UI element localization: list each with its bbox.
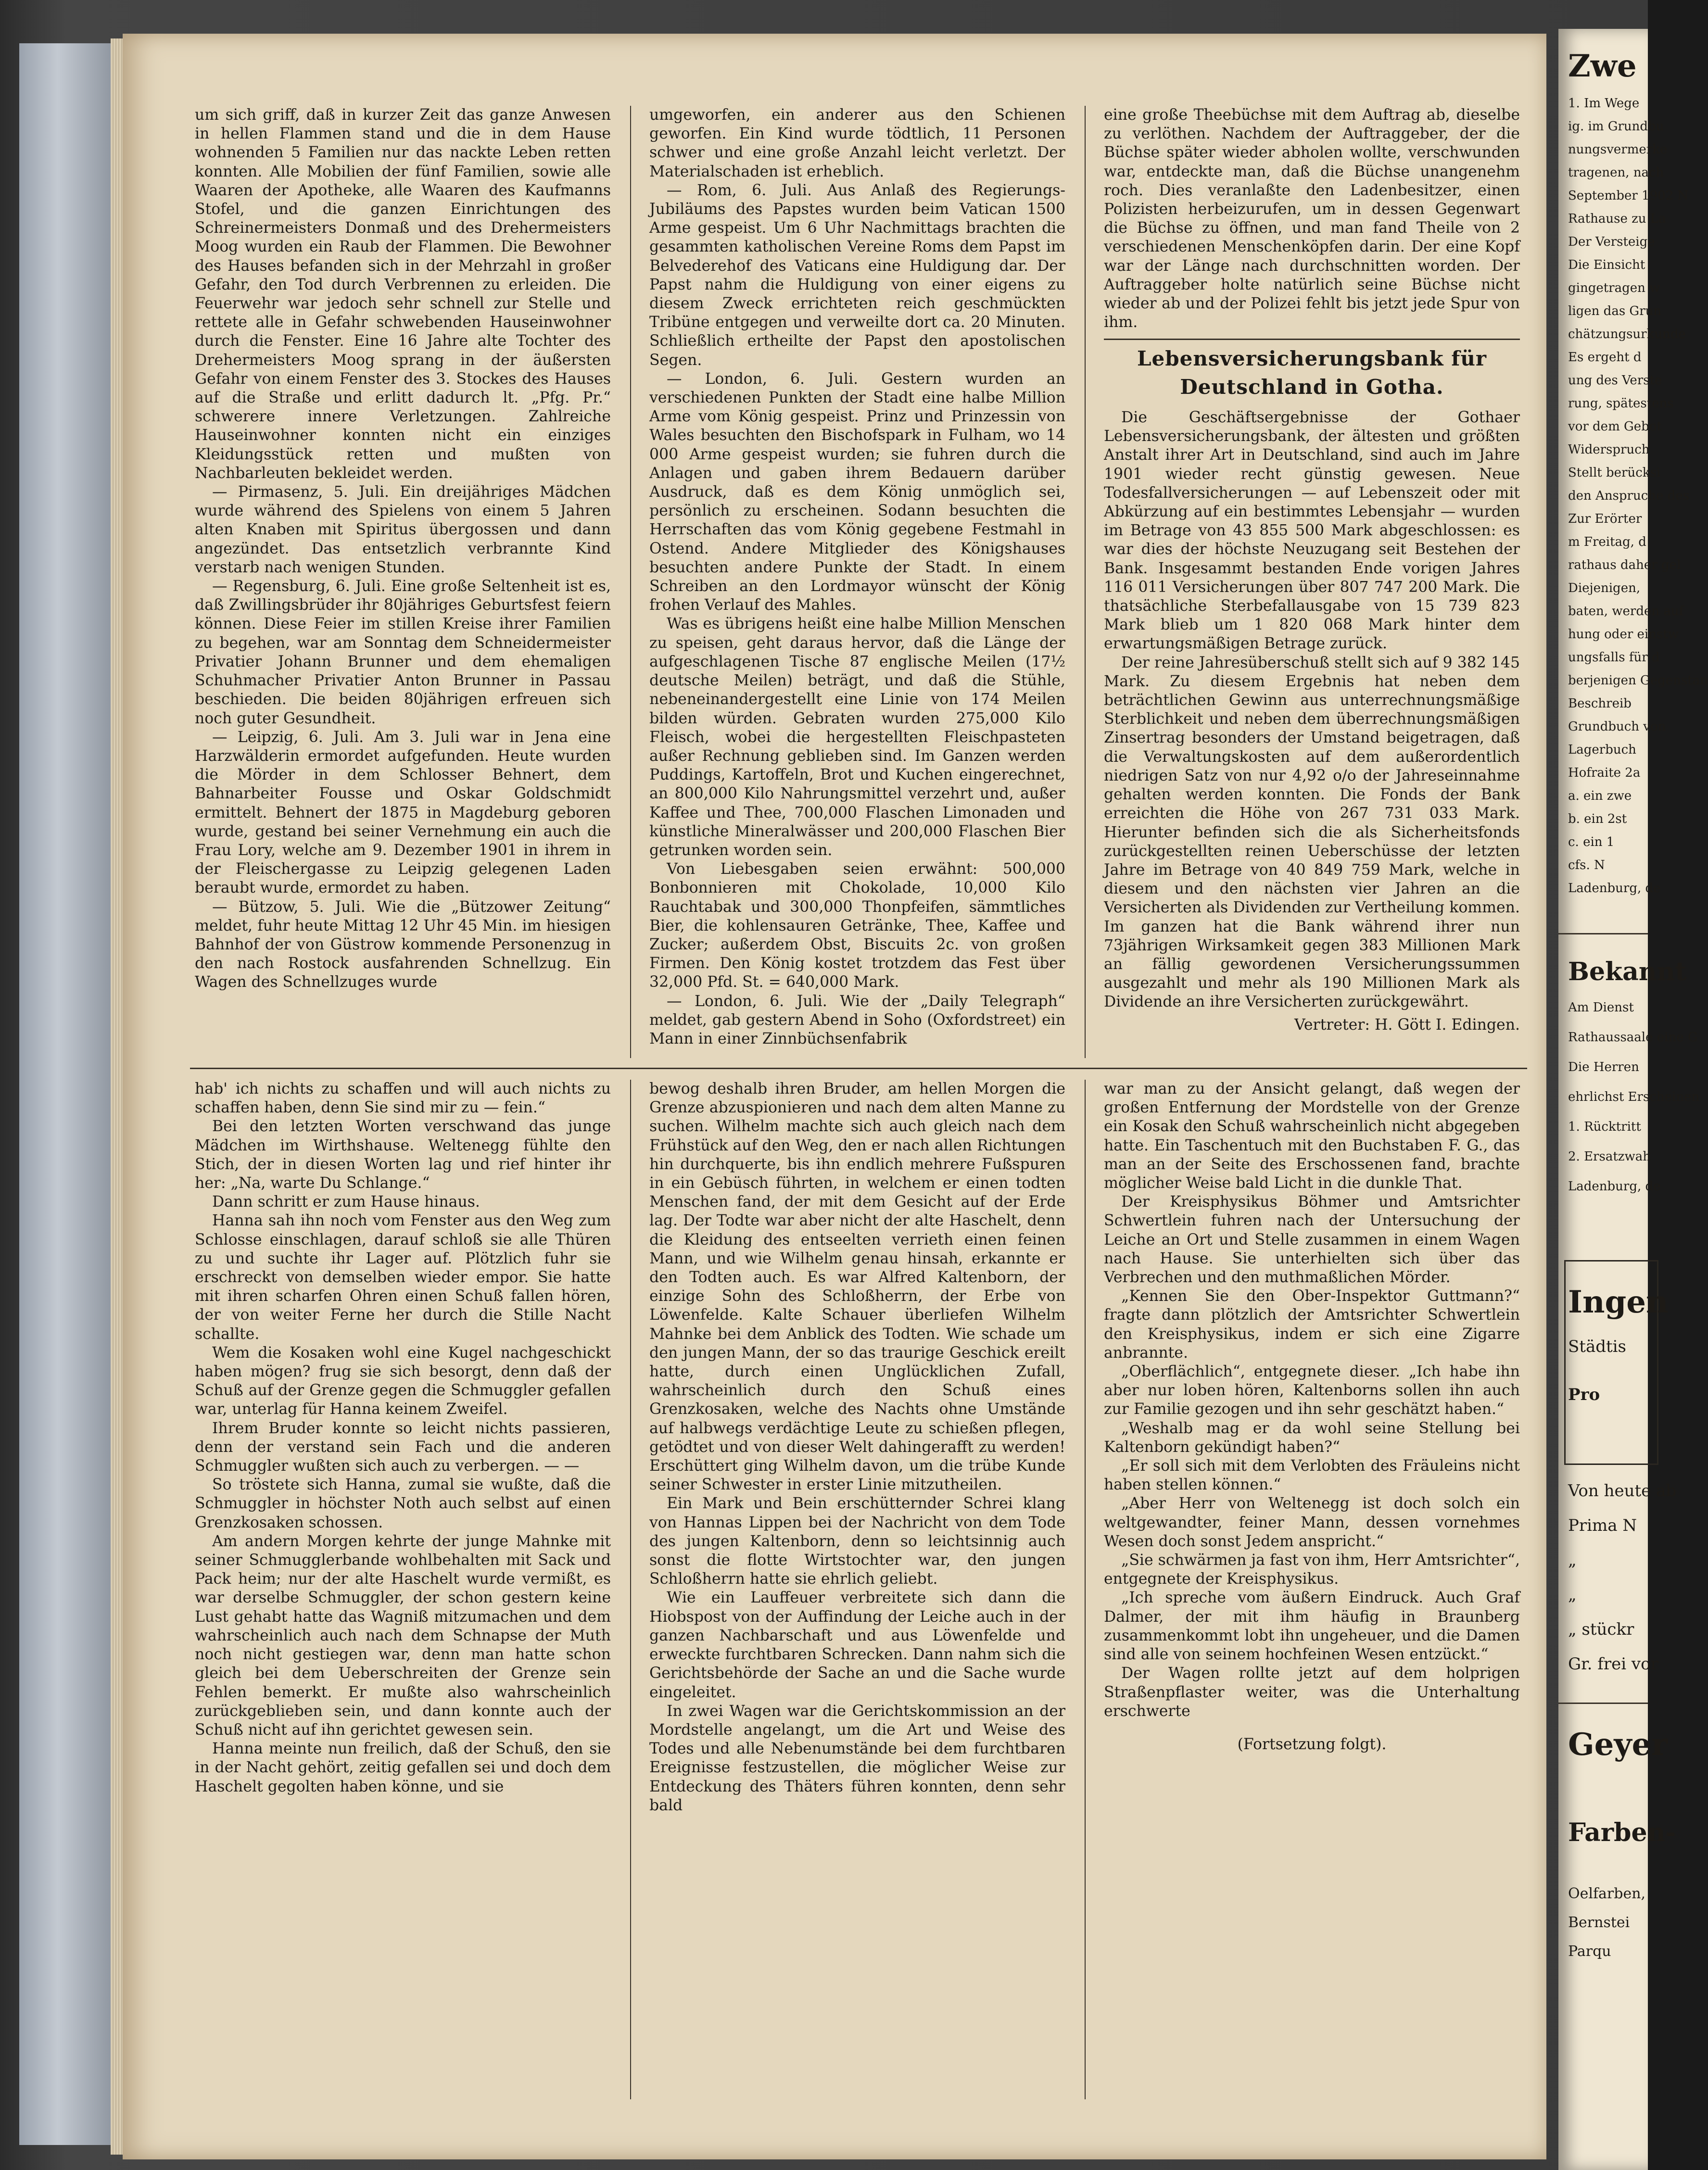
article-london: — London, 6. Juli. Gestern wurden an verschiedenen Punkten der Stadt eine halbe Million Arme vom König gespeist. Prinz und Prinzessin von Wales besuchten den Bischofspark in Fulham, wo 14 000 Arme gespeist wurden; sie fuhren durch die Anlagen und gaben ihrem Bedauern darüber Ausdruck, daß es dem König unmöglich sei, persönlich zu erscheinen. Sodann besuchten die Herrschaften das vom König gegebene Festmahl in Ostend. Andere Mitglieder des Königshauses besuchten andere Punkte der Stadt. In einem Schreiben an den Lordmayor wünscht der König frohen Verlauf des Mahles. xyxy=(649,370,1065,614)
adjacent-text-line: Oelfarben, xyxy=(1568,1885,1646,1902)
article-text: umgeworfen, ein anderer aus den Schienen geworfen. Ein Kind wurde tödtlich, 11 Personen schwer und eine große Anzahl leicht verletzt. Der Materialschaden ist erheblich. xyxy=(649,106,1065,180)
story-text: hab' ich nichts zu schaffen und will auch nichts zu schaffen haben, denn Sie sind mir zu — fein.“ xyxy=(195,1080,611,1117)
article-leipzig: — Leipzig, 6. Juli. Am 3. Juli war in Jena eine Harzwälderin ermordet aufgefunden. Heute wurden die Mörder in dem Schlosser Behnert, dem Bahnarbeiter Fousse und Oskar Goldschmidt ermittelt. Behnert der 1875 in Magdeburg geboren wurde, gestand bei seiner Vernehmung ein auch die Frau Lory, welche am 9. Dezember 1901 in ihrem in der Fleischergasse zu Leipzig gelegenen Laden beraubt wurde, ermordet zu haben. xyxy=(195,728,611,897)
story-text: So tröstete sich Hanna, zumal sie wußte, daß die Schmuggler in höchster Noth auch selbst auf einen Grenzkosaken schossen. xyxy=(195,1476,611,1531)
article-text: eine große Theebüchse mit dem Auftrag ab, dieselbe zu verlöthen. Nachdem der Auftraggeber, der die Büchse später wieder abholen wollte, verschwunden war, entdeckte man, daß die Büchse unangenehm roch. Dies veranlaßte den Ladenbesitzer, einen Polizisten herbeizurufen, um in dessen Gegenwart die Büchse zu öffnen, und man fand Theile von 2 verschiedenen Menschenköpfen darin. Der eine Kopf war der Länge nach durchschnitten worden. Der Auftraggeber holte natürlich seine Büchse nicht wieder ab und der Polizei fehlt bis jetzt jede Spur von ihm. xyxy=(1104,106,1520,331)
adjacent-ad-text: Pro xyxy=(1568,1385,1600,1404)
article-text: um sich griff, daß in kurzer Zeit das ganze Anwesen in hellen Flammen stand und die in dem Hause wohnenden 5 Familien nur das nackte Leben retten konnten. Alle Mobilien der fünf Familien, sowie alle Waaren der Apotheke, alle Waaren des Kaufmanns Stofel, und die ganzen Einrichtungen des Schreinermeisters Donmaß und des Drehermeisters Moog wurden ein Raub der Flammen. Die Bewohner des Hauses befanden sich in der Mehrzahl in großer Gefahr, den Tod durch Verbrennen zu erleiden. Die Feuerwehr war jedoch sehr schnell zur Stelle und rettete alle in Gefahr schwebenden Hauseinwohner durch die Fenster. Eine 16 Jahre alte Tochter des Drehermeisters Moog sprang in der äußersten Gefahr von einem Fenster des 3. Stockes des Hauses auf die Straße und erlitt dadurch lt. „Pfg. Pr.“ schwerere innere Verletzungen. Zahlreiche Hauseinwohner konnten nicht ein einziges Kleidungsstück retten und mußten von Nachbarleuten bekleidet werden. xyxy=(195,106,611,482)
adjacent-text-line: Grundbuch von xyxy=(1568,719,1666,734)
article-buetzow: — Bützow, 5. Juli. Wie die „Bützower Zeitung“ meldet, fuhr heute Mittag 12 Uhr 45 Min. im hiesigen Bahnhof der von Güstrow kommende Personenzug in den nach Rostock ausfahrenden Schnellzug. Ein Wagen des Schnellzuges wurde xyxy=(195,898,611,991)
adjacent-text-line: Die Herren xyxy=(1568,1060,1639,1074)
column-rule xyxy=(1085,1080,1086,2099)
adjacent-text-line: nungsvermerke xyxy=(1568,142,1668,157)
story-text: „Oberflächlich“, entgegnete dieser. „Ich habe ihn aber nur loben hören, Kaltenborns sollen ihn auch zur Familie gezogen und ihn sehr geschätzt haben.“ xyxy=(1104,1363,1520,1418)
adjacent-text-line: Zur Erörter xyxy=(1568,512,1642,526)
adjacent-text-line: Lagerbuch xyxy=(1568,743,1636,757)
adjacent-text-line: Ladenburg, de xyxy=(1568,1179,1661,1194)
adjacent-text-line: tragenen, nach xyxy=(1568,165,1664,180)
top-column-3 xyxy=(1104,106,1520,1058)
adjacent-text-line: Der Versteige xyxy=(1568,235,1655,249)
adjacent-text-line: „ stückr xyxy=(1568,1620,1634,1639)
adjacent-ad-subtitle: Städtis xyxy=(1568,1337,1626,1356)
book-binding xyxy=(19,43,115,2145)
adjacent-text-line: „ xyxy=(1568,1551,1577,1570)
adjacent-text-line: ig. im Grundbu xyxy=(1568,119,1664,134)
story-text: „Sie schwärmen ja fast von ihm, Herr Amtsrichter“, entgegnete der Kreisphysikus. xyxy=(1104,1552,1520,1588)
adjacent-text-line: Es ergeht d xyxy=(1568,350,1642,365)
adjacent-text-line: baten, werden auf xyxy=(1568,604,1684,618)
story-text: Ihrem Bruder konnte so leicht nichts passieren, denn der verstand sein Fach und die anderen Schmuggler wußten sich auch zu verbergen. — — xyxy=(195,1419,611,1475)
story-text: „Ich spreche vom äußern Eindruck. Auch Graf Dalmer, der mit ihm häufig in Braunberg zusammenkommt lobt ihn ungeheuer, und die Damen sind alle von seinem hochfeinen Wesen entzückt.“ xyxy=(1104,1589,1520,1664)
ad-agent: Vertreter: H. Gött I. Edingen. xyxy=(1294,1016,1520,1034)
story-text: Hanna meinte nun freilich, daß der Schuß, den sie in der Nacht gehört, zeitig gefallen sei und doch dem Haschelt gegolten haben könne, und sie xyxy=(195,1740,611,1795)
story-text: In zwei Wagen war die Gerichtskommission an der Mordstelle angelangt, um die Art und Weise des Todes und alle Nebenumstände bei dem furchtbaren Ereignisse festzustellen, die möglicher Weise zur Entdeckung des Thäters führen konnten, denn sehr bald xyxy=(649,1702,1065,1814)
adjacent-text-line: September 1902 N xyxy=(1568,189,1689,203)
top-column-2 xyxy=(649,106,1065,1058)
adjacent-text-line: 1. Im Wege xyxy=(1568,96,1640,111)
adjacent-text-line: ehrlichst Erscheinen xyxy=(1568,1090,1700,1104)
adjacent-text-line: b. ein 2st xyxy=(1568,812,1627,826)
story-text: „Aber Herr von Weltenegg ist doch solch ein weltgewandter, feiner Mann, dessen vornehmes Wesen doch sonst Jedem anspricht.“ xyxy=(1104,1495,1520,1550)
column-rule xyxy=(630,106,631,1058)
column-rule xyxy=(630,1080,631,2099)
ad-paragraph: Die Geschäftsergebnisse der Gothaer Lebensversicherungsbank, der ältesten und größten Anstalt ihrer Art in Deutschland, sind auch im Jahre 1901 wieder recht günstig gewesen. Neue Todesfallversicherungen — auf Lebenszeit oder mit Abkürzung auf ein bestimmtes Lebensjahr — wurden im Betrage von 43 855 500 Mark abgeschlossen: es war dies der höchste Neuzugang seit Bestehen der Bank. Insgesammt bestanden Ende vorigen Jahres 116 011 Versicherungen über 807 747 200 Mark. Die thatsächliche Sterbefallausgabe von 15 739 823 Mark blieb um 1 820 068 Mark hinter dem erwartungsmäßigen Betrage zurück. xyxy=(1104,409,1520,653)
adjacent-text-line: Gr. frei vor xyxy=(1568,1654,1658,1674)
adjacent-text-line: hung oder einstw xyxy=(1568,627,1679,642)
story-text: Der Wagen rollte jetzt auf dem holprigen Straßenpflaster weiter, was die Unterhaltung erschwerte xyxy=(1104,1665,1520,1720)
article-london-gifts: Von Liebesgaben seien erwähnt: 500,000 Bonbonnieren mit Chokolade, 10,000 Kilo Rauchtabak und 300,000 Thonpfeifen, sämmtliches Bier, die kohlensauren Getränke, Thee, Kaffee und Zucker; außerdem Obst, Biscuits 2c. von großen Firmen. Den König kostet trotzdem das Fest über 32,000 Pfd. St. = 640,000 Mark. xyxy=(649,860,1065,991)
adjacent-text-line: rathaus daher gel xyxy=(1568,558,1681,572)
article-london-detail: Was es übrigens heißt eine halbe Million Menschen zu speisen, geht daraus hervor, daß die Länge der aufgeschlagenen Tische 87 englische Meilen (17½ deutsche Meilen) beträgt, und daß die Stühle, nebeneinandergestellt eine Linie von 174 Meilen bilden würden. Gebraten wurden 275,000 Kilo Fleisch, wobei die hergestellten Fleischpasteten außer Rechnung geblieben sind. Im Ganzen werden Puddings, Kartoffeln, Brot und Kuchen eingerechnet, an 800,000 Kilo Nahrungsmittel verzehrt und, außer Kaffee und Thee, 700,000 Flaschen Limonaden und künstliche Mineralwässer und 200,000 Flaschen Bier getrunken worden sein. xyxy=(649,615,1065,859)
adjacent-text-line: chätzungsurkunde xyxy=(1568,327,1686,341)
adjacent-text-line: Rathause zu La xyxy=(1568,212,1666,226)
adjacent-text-line: Widerspruch xyxy=(1568,442,1650,457)
article-london-telegraph: — London, 6. Juli. Wie der „Daily Telegraph“ meldet, gab gestern Abend in Soho (Oxfordstreet) ein Mann in einer Zinnbüchsenfabrik xyxy=(649,992,1065,1047)
adjacent-ad-subtitle: Farben- xyxy=(1568,1818,1676,1847)
story-text: Wem die Kosaken wohl eine Kugel nachgeschickt haben mögen? frug sie sich besorgt, denn daß der Schuß auf der Grenze gegen die Schmuggler gefallen war, unterlag für Hanna keinem Zweifel. xyxy=(195,1344,611,1418)
story-text: Bei den letzten Worten verschwand das junge Mädchen im Wirthshause. Weltenegg fühlte den Stich, der in diesen Worten lag und rief hinter ihr her: „Na, warte Du Schlange.“ xyxy=(195,1118,611,1192)
story-text: war man zu der Ansicht gelangt, daß wegen der großen Entfernung der Mordstelle von der Grenze ein Kosak den Schuß wahrscheinlich nicht abgegeben hatte. Ein Taschentuch mit den Buchstaben F. G., das man an der Seite des Erschossenen fand, brachte möglicher Weise bald Licht in die dunkle That. xyxy=(1104,1080,1520,1192)
feuilleton-column-3 xyxy=(1104,1080,1520,2099)
story-text: Am andern Morgen kehrte der junge Mahnke mit seiner Schmugglerbande wohlbehalten mit Sack und Pack heim; nur der alte Haschelt wurde vermißt, es war derselbe Schmuggler, der schon gestern keine Lust gehabt hatte das Wagniß mitzumachen und dem wahrscheinlich auch nach dem Schnapse der Muth noch nicht gestiegen war, denn man hatte schon gleich bei dem Ueberschreiten der Grenze sein Fehlen bemerkt. Er mußte also wahrscheinlich zurückgeblieben sein, und dann konnte auch der Schuß nicht auf ihn gerichtet gewesen sein. xyxy=(195,1532,611,1739)
adjacent-text-line: 1. Rücktritt xyxy=(1568,1120,1641,1134)
adjacent-text-line: a. ein zwe xyxy=(1568,789,1632,803)
adjacent-text-line: den Anspruche des xyxy=(1568,489,1690,503)
adjacent-text-line: ligen das Grun xyxy=(1568,304,1662,318)
adjacent-ad-title: Bekannt xyxy=(1568,957,1687,986)
adjacent-ad-title: Geyer xyxy=(1568,1727,1668,1763)
adjacent-rule xyxy=(1558,1703,1648,1704)
adjacent-text-line: Von heute ab xyxy=(1568,1481,1677,1501)
article-pirmasenz: — Pirmasenz, 5. Juli. Ein dreijähriges Mädchen wurde während des Spielens von einem 5 Jahren alten Knaben mit Spiritus übergossen und dann angezündet. Das entsetzlich verbrannte Kind verstarb nach wenigen Stunden. xyxy=(195,483,611,576)
adjacent-text-line: berjenigen Gegenstan xyxy=(1568,673,1708,688)
adjacent-text-line: ung des Verste xyxy=(1568,373,1662,388)
ad-title: Lebensversicherungsbank für Deutschland in Gotha. xyxy=(1137,347,1487,399)
story-text: „Kennen Sie den Ober-Inspektor Guttmann?“ fragte dann plötzlich der Amtsrichter Schwertlein den Kreisphysikus, indem er sich eine Zigarre anbrannte. xyxy=(1104,1287,1520,1362)
adjacent-text-line: 2. Ersatzwah xyxy=(1568,1149,1651,1164)
adjacent-text-line: rung, spätestens xyxy=(1568,396,1674,411)
story-text: „Er soll sich mit dem Verlobten des Fräuleins nicht haben stellen können.“ xyxy=(1104,1457,1520,1494)
adjacent-text-line: Die Einsicht xyxy=(1568,258,1645,272)
adjacent-text-line: Parqu xyxy=(1568,1943,1611,1960)
adjacent-text-line: Rathaussaale eine G xyxy=(1568,1030,1698,1045)
adjacent-ad-title: Ingen xyxy=(1568,1284,1669,1320)
adjacent-text-line: Diejenigen, xyxy=(1568,581,1641,595)
top-column-1 xyxy=(195,106,611,1058)
adjacent-rule xyxy=(1558,933,1648,934)
continued-note: (Fortsetzung folgt). xyxy=(1237,1735,1387,1753)
newspaper-page xyxy=(123,34,1546,2159)
adjacent-page xyxy=(1558,29,1708,2170)
ad-paragraph: Der reine Jahresüberschuß stellt sich auf 9 382 145 Mark. Zu diesem Ergebnis hat neben dem beträchtlichen Gewinn aus unterrechnungsmäßige Sterblichkeit und neben dem überrechnungsmäßigen Zinsertrag besonders der Umstand beigetragen, daß die Verwaltungskosten auf dem außerordentlich niedrigen Satz von nur 4,92 o/o der Jahreseinnahme gehalten werden konnten. Die Fonds der Bank erreichten die Höhe von 267 731 033 Mark. Hierunter befinden sich die als Sicherheitsfonds zurückgestellten reinen Ueberschüsse der letzten Jahre im Betrage von 40 849 759 Mark, welche in diesem und den nächsten vier Jahren an die Versicherten als Dividenden zur Vertheilung kommen. Im ganzen hat die Bank während ihrer nun 73jährigen Wirksamkeit gegen 383 Millionen Mark an fällig gewordenen Versicherungssummen ausgezahlt und mehr als 190 Millionen Mark als Dividende an ihre Versicherten zurückgewährt. xyxy=(1104,654,1520,1011)
adjacent-text-line: m Freitag, d xyxy=(1568,535,1646,549)
adjacent-text-line: Beschreib xyxy=(1568,696,1632,711)
ad-separator xyxy=(1104,339,1520,340)
adjacent-text-line: ungsfalls für d xyxy=(1568,650,1660,665)
feuilleton-column-2 xyxy=(649,1080,1065,2099)
story-text: Wie ein Lauffeuer verbreitete sich dann die Hiobspost von der Auffindung der Leiche auch in der ganzen Nachbarschaft und aus Löwenfelde und erweckte furchtbaren Schrecken. Dann nahm sich die Gerichtsbehörde der Sache an und die Sache wurde eingeleitet. xyxy=(649,1589,1065,1701)
story-text: Der Kreisphysikus Böhmer und Amtsrichter Schwertlein fuhren nach der Untersuchung der Leiche an Ort und Stelle zusammen in einem Wagen nach Hause. Sie unterhielten sich über das Verbrechen und den muthmaßlichen Mörder. xyxy=(1104,1193,1520,1287)
story-text: bewog deshalb ihren Bruder, am hellen Morgen die Grenze abzuspionieren und nach dem alten Manne zu suchen. Wilhelm machte sich auch gleich nach dem Frühstück auf den Weg, den er nach allen Richtungen hin durchquerte, bis ihn endlich mehrere Fußspuren in ein Gebüsch führten, in welchem er einen todten Menschen fand, der mit dem Gesicht auf der Erde lag. Der Todte war aber nicht der alte Haschelt, denn die Kleidung des entseelten verrieth einen feinen Mann, und wie Wilhelm genau hinsah, erkannte er den Todten auch. Es war Alfred Kaltenborn, der einzige Sohn des Schloßherrn, der Erbe von Löwenfelde. Kalte Schauer überliefen Wilhelm Mahnke bei dem Anblick des Todten. Wie schade um den jungen Mann, der so das traurige Geschick ereilt hatte, durch einen Unglücklichen Zufall, wahrscheinlich durch den Schuß eines Grenzkosaken, welche des Nachts ohne Umstände auf halbwegs verdächtige Leute zu schießen pflegen, getödtet und von dieser Welt dahingerafft zu werden! Erschüttert ging Wilhelm davon, um die trübe Kunde seiner Schwester in erster Linie mitzutheilen. xyxy=(649,1080,1065,1494)
adjacent-text-line: cfs. N xyxy=(1568,858,1605,872)
adjacent-text-line: Am Dienst xyxy=(1568,1000,1634,1015)
adjacent-text-line: gingetragen w xyxy=(1568,281,1660,295)
adjacent-text-line: Prima N xyxy=(1568,1516,1637,1535)
adjacent-text-line: vor dem Gebot xyxy=(1568,419,1662,434)
story-text: „Weshalb mag er da wohl seine Stellung bei Kaltenborn gekündigt haben?“ xyxy=(1104,1419,1520,1456)
adjacent-text-line: Bernstei xyxy=(1568,1914,1630,1931)
article-regensburg: — Regensburg, 6. Juli. Eine große Seltenheit ist es, daß Zwillingsbrüder ihr 80jähriges Geburtsfest feiern können. Diese Feier im stillen Kreise ihrer Familien zu begehen, war am Sonntag dem Schneidermeister Privatier Johann Brunner und dem ehemaligen Schuhmacher Privatier Anton Brunner in Passau beschieden. Die beiden 80jährigen erfreuen sich noch guter Gesundheit. xyxy=(195,578,611,727)
adjacent-text-line: c. ein 1 xyxy=(1568,835,1615,849)
story-text: Hanna sah ihn noch vom Fenster aus den Weg zum Schlosse einschlagen, darauf schloß sie alle Thüren zu und suchte ihr Lager auf. Plötzlich fuhr sie erschreckt von demselben wieder empor. Sie hatte mit ihren scharfen Ohren einen Schuß fallen hören, der von weiter Ferne her durch die Stille Nacht schallte. xyxy=(195,1212,611,1343)
story-text: Ein Mark und Bein erschütternder Schrei klang von Hannas Lippen bei der Nachricht von dem Tode des jungen Kaltenborn, denn so leichtsinnig auch sonst die flotte Wirtstochter war, den jungen Schloßherrn hatte sie ehrlich geliebt. xyxy=(649,1495,1065,1588)
adjacent-text-line: Hofraite 2a xyxy=(1568,766,1641,780)
adjacent-text-line: „ xyxy=(1568,1585,1577,1604)
column-rule xyxy=(1085,106,1086,1058)
adjacent-text-line: Stellt berücksi xyxy=(1568,466,1661,480)
adjacent-text-line: Ladenburg, de xyxy=(1568,881,1661,896)
adjacent-masthead: Zwe xyxy=(1568,48,1637,84)
article-rom: — Rom, 6. Juli. Aus Anlaß des Regierungs-Jubiläums des Papstes wurden beim Vatican 1500 Arme gespeist. Um 6 Uhr Nachmittags brachten die gesammten katholischen Vereine Roms dem Papst im Belvederehof des Vaticans eine Huldigung dar. Der Papst nahm die Huldigung von einer eigens zu diesem Zweck errichteten reich geschmückten Tribüne entgegen und verweilte dort ca. 20 Minuten. Schließlich ertheilte der Papst den apostolischen Segen. xyxy=(649,181,1065,369)
feuilleton-column-1 xyxy=(195,1080,611,2099)
story-text: Dann schritt er zum Hause hinaus. xyxy=(212,1193,480,1211)
feuilleton-rule xyxy=(190,1068,1527,1069)
